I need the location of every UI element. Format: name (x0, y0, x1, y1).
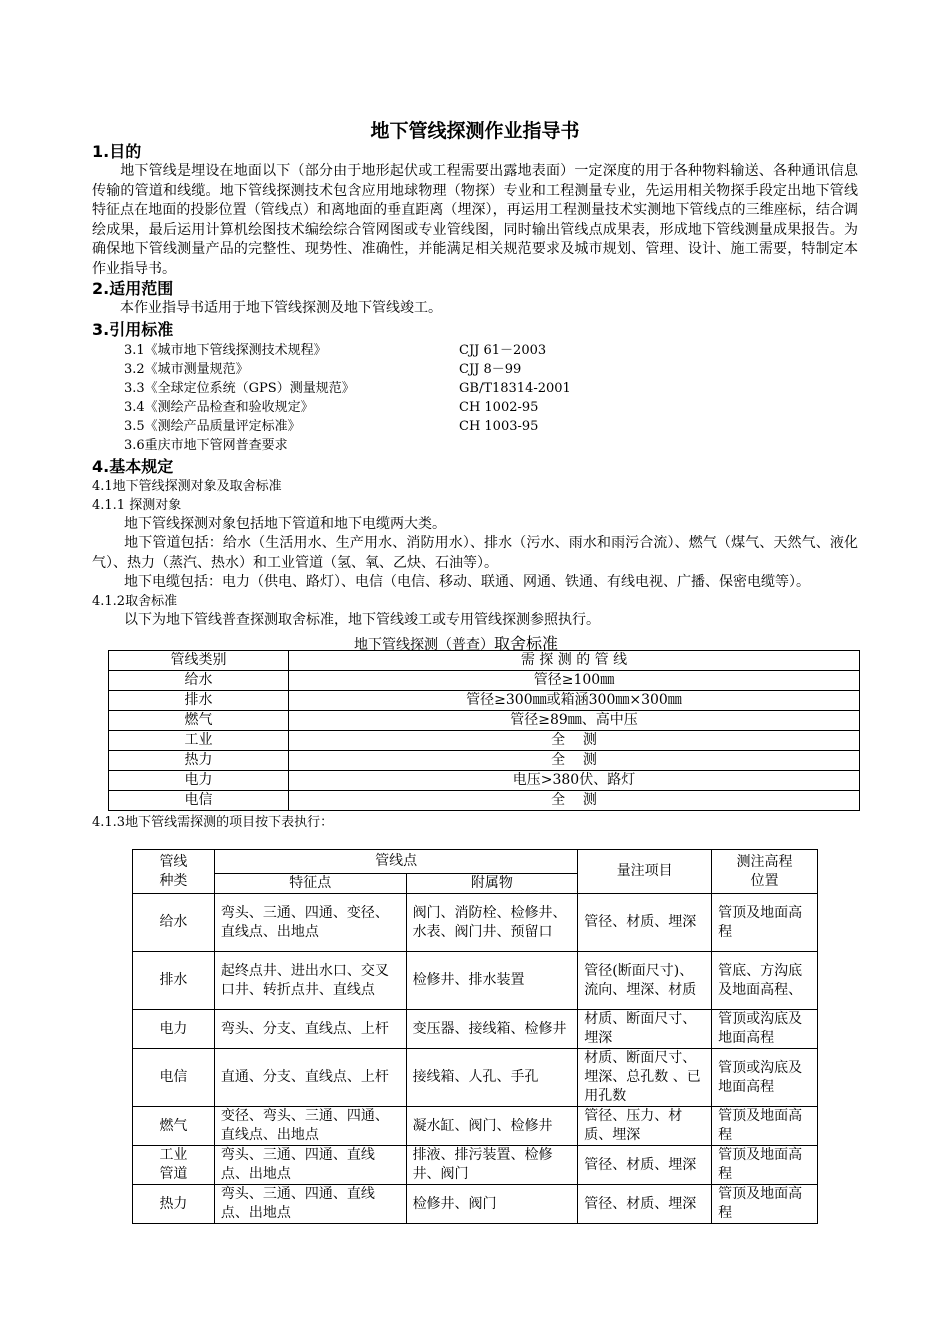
table-cell: 管径(断面尺寸)、流向、埋深、材质 (578, 952, 712, 1010)
table-cell: 直通、分支、直线点、上杆 (214, 1049, 406, 1107)
standard-name: 3.6重庆市地下管网普查要求 (124, 438, 288, 453)
table-header-row (133, 850, 818, 874)
table-cell: 电信 (133, 1049, 215, 1107)
section-1-paragraph: 地下管线是埋设在地面以下（部分由于地形起伏或工程需要出露地表面）一定深度的用于各种物料输送、各种通讯信息传输的管道和线缆。地下管线探测技术包含应用地球物理（物探）专业和工程测量专业，先运用相关物探手段定出地下管线特征点在地面的投影位置（管线点）和离地面的垂直距离（埋深），再运用工程测量技术实测地下管线点的三维座标，结合调绘成果，最后运用计算机绘图技术编绘综合管网图或专业管线图，同时输出管线点成果表，形成地下管线测量成果报告。为确保地下管线测量产品的完整性、现势性、准确性，并能满足相关规范要求及城市规划、管理、设计、施工需要，特制定本作业指导书。 (92, 163, 858, 277)
table-cell: 工业 (109, 731, 289, 751)
standard-code: CJJ 8－99 (459, 362, 522, 377)
table-header: 管线 种类 (133, 850, 215, 894)
table-1-caption: 地下管线探测（普查）取舍标准 (354, 634, 559, 653)
table-cell: 排水 (109, 691, 289, 711)
table-cell: 管径、材质、埋深 (578, 894, 712, 952)
standard-name: 3.5《测绘产品质量评定标准》 (124, 419, 301, 434)
para-criteria: 以下为地下管线普查探测取舍标准，地下管线竣工或专用管线探测参照执行。 (124, 612, 600, 628)
criteria-table (108, 650, 860, 811)
section-3-heading: 3.引用标准 (92, 320, 174, 339)
section-2-heading: 2.适用范围 (92, 279, 174, 298)
table-cell: 材质、断面尺寸、埋深 (578, 1010, 712, 1049)
table-cell: 起终点井、进出水口、交叉口井、转折点井、直线点 (214, 952, 406, 1010)
table-cell: 管径、材质、埋深 (578, 1146, 712, 1185)
table-row (133, 1146, 818, 1185)
table-cell: 燃气 (133, 1107, 215, 1146)
table-cell: 弯头、分支、直线点、上杆 (214, 1010, 406, 1049)
standard-name: 3.3《全球定位系统（GPS）测量规范》 (124, 381, 355, 396)
table-row (109, 671, 860, 691)
standard-code: GB/T18314-2001 (459, 381, 571, 396)
standard-name: 3.1《城市地下管线探测技术规程》 (124, 343, 327, 358)
table-cell: 管底、方沟底及地面高程、 (712, 952, 818, 1010)
table-header: 需 探 测 的 管 线 (289, 651, 860, 671)
para-cables: 地下电缆包括：电力（供电、路灯）、电信（电信、移动、联通、网通、铁通、有线电视、广播、保密电缆等）。 (124, 574, 810, 590)
table-row (133, 1107, 818, 1146)
table-cell: 管顶及地面高程 (712, 1185, 818, 1224)
standard-code: CJJ 61－2003 (459, 343, 547, 358)
table-cell: 热力 (133, 1185, 215, 1224)
table-cell: 排水 (133, 952, 215, 1010)
table-row (109, 731, 860, 751)
table-row (133, 1010, 818, 1049)
table-row (109, 691, 860, 711)
table-header: 特征点 (214, 874, 406, 894)
table-row (109, 771, 860, 791)
table-cell: 全 测 (289, 731, 860, 751)
table-row (133, 1049, 818, 1107)
table-cell: 阀门、消防栓、检修井、水表、阀门井、预留口 (406, 894, 578, 952)
table-cell: 全 测 (289, 791, 860, 811)
table-header: 管线类别 (109, 651, 289, 671)
subsection-4-1-2: 4.1.2取舍标准 (92, 594, 178, 609)
table-cell: 给水 (133, 894, 215, 952)
table-cell: 弯头、三通、四通、变径、直线点、出地点 (214, 894, 406, 952)
table-cell: 电力 (133, 1010, 215, 1049)
page-title: 地下管线探测作业指导书 (370, 120, 580, 142)
table-row (109, 711, 860, 731)
table-cell: 排液、排污装置、检修井、阀门 (406, 1146, 578, 1185)
table-header: 量注项目 (578, 850, 712, 894)
table-row (109, 791, 860, 811)
table-cell: 弯头、三通、四通、直线点、出地点 (214, 1185, 406, 1224)
table-cell: 管径≥300㎜或箱涵300㎜×300㎜ (289, 691, 860, 711)
standard-code: CH 1003-95 (459, 419, 539, 434)
table-cell: 燃气 (109, 711, 289, 731)
table-header: 测注高程 位置 (712, 850, 818, 894)
table-row (109, 751, 860, 771)
standard-name: 3.4《测绘产品检查和验收规定》 (124, 400, 314, 415)
table-cell: 管径、材质、埋深 (578, 1185, 712, 1224)
table-header: 附属物 (406, 874, 578, 894)
table-cell: 电力 (109, 771, 289, 791)
standard-name: 3.2《城市测量规范》 (124, 362, 249, 377)
table-cell: 管径、压力、材质、埋深 (578, 1107, 712, 1146)
table-cell: 热力 (109, 751, 289, 771)
table-cell: 检修井、阀门 (406, 1185, 578, 1224)
section-4-heading: 4.基本规定 (92, 457, 174, 476)
table-cell: 检修井、排水装置 (406, 952, 578, 1010)
table-cell: 全 测 (289, 751, 860, 771)
table-cell: 电信 (109, 791, 289, 811)
table-cell: 管顶或沟底及地面高程 (712, 1010, 818, 1049)
table-cell: 管顶及地面高程 (712, 1146, 818, 1185)
table-cell: 管顶或沟底及地面高程 (712, 1049, 818, 1107)
table-cell: 电压>380伏、路灯 (289, 771, 860, 791)
table-cell: 材质、断面尺寸、埋深、总孔数 、已用孔数 (578, 1049, 712, 1107)
standard-code: CH 1002-95 (459, 400, 539, 415)
table-row (133, 1185, 818, 1224)
table-cell: 给水 (109, 671, 289, 691)
table-cell: 管顶及地面高程 (712, 894, 818, 952)
table-header-row (109, 651, 860, 671)
subsection-4-1-1: 4.1.1 探测对象 (92, 498, 182, 513)
table-cell: 管顶及地面高程 (712, 1107, 818, 1146)
table-cell: 接线箱、人孔、手孔 (406, 1049, 578, 1107)
table-cell: 管径≥89㎜、高中压 (289, 711, 860, 731)
para-pipes: 地下管道包括：给水（生活用水、生产用水、消防用水）、排水（污水、雨水和雨污合流）、燃气（煤气、天然气、液化气）、热力（蒸汽、热水）和工业管道（氢、氧、乙炔、石油等）。 (92, 535, 858, 571)
subsection-4-1: 4.1地下管线探测对象及取舍标准 (92, 479, 282, 494)
table-cell: 弯头、三通、四通、直线点、出地点 (214, 1146, 406, 1185)
table-cell: 变径、弯头、三通、四通、直线点、出地点 (214, 1107, 406, 1146)
section-2-paragraph: 本作业指导书适用于地下管线探测及地下管线竣工。 (120, 300, 442, 316)
survey-items-table (132, 849, 818, 1224)
subsection-4-1-3: 4.1.3地下管线需探测的项目按下表执行： (92, 815, 334, 830)
table-row (133, 894, 818, 952)
table-cell: 管径≥100㎜ (289, 671, 860, 691)
table-cell: 凝水缸、阀门、检修井 (406, 1107, 578, 1146)
section-1-heading: 1.目的 (92, 142, 142, 161)
table-header: 管线点 (214, 850, 577, 874)
table-cell: 变压器、接线箱、检修井 (406, 1010, 578, 1049)
table-cell: 工业 管道 (133, 1146, 215, 1185)
para-objects: 地下管线探测对象包括地下管道和地下电缆两大类。 (124, 516, 446, 532)
table-row (133, 952, 818, 1010)
